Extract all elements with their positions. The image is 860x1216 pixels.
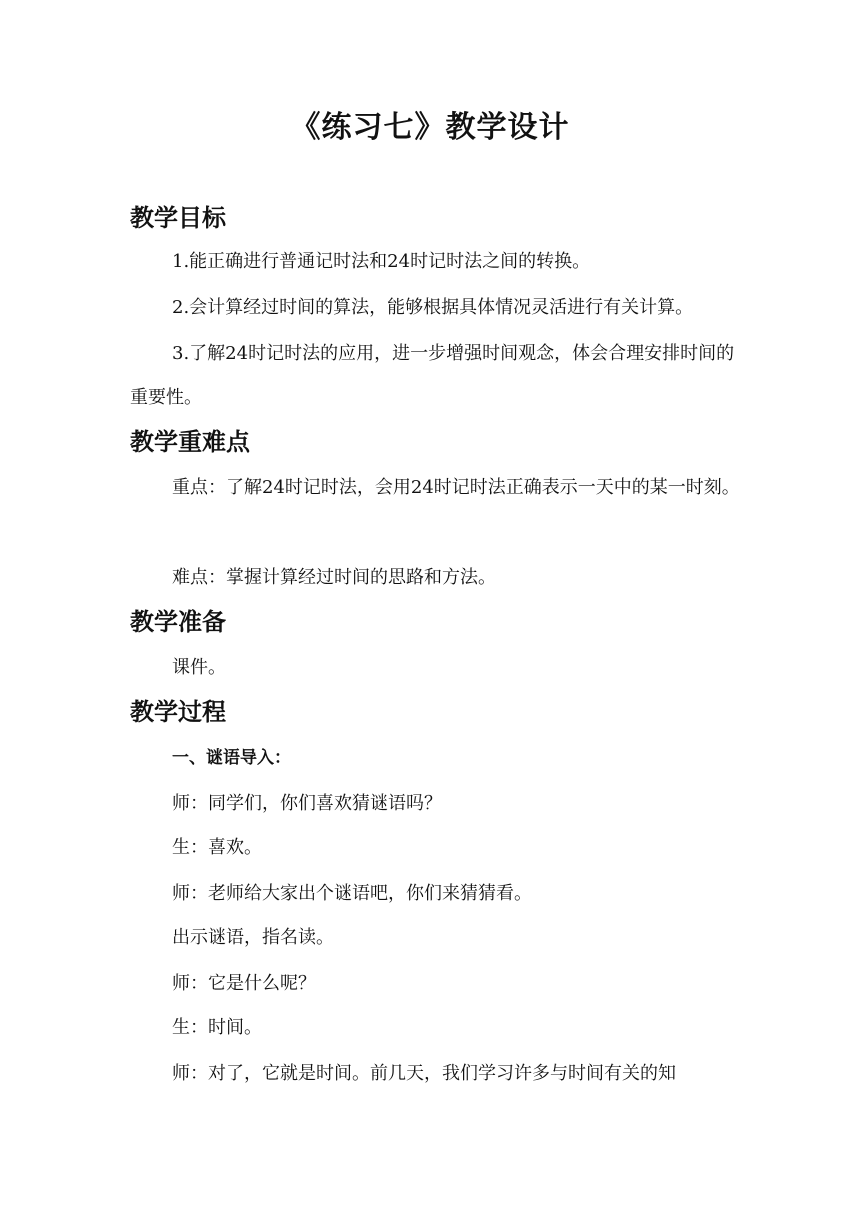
- objective-item-2: 2.会计算经过时间的算法，能够根据具体情况灵活进行有关计算。: [172, 297, 694, 318]
- process-subheading: 一、谜语导入：: [172, 748, 291, 768]
- process-line-5: 师：它是什么呢？: [172, 973, 316, 994]
- key-point-item-1: 重点：了解24时记时法，会用24时记时法正确表示一天中的某一时刻。: [172, 477, 740, 498]
- process-line-1: 师：同学们，你们喜欢猜谜语吗？: [172, 793, 442, 814]
- heading-process: 教学过程: [130, 698, 226, 726]
- process-line-3: 师：老师给大家出个谜语吧，你们来猜猜看。: [172, 883, 532, 904]
- heading-objectives: 教学目标: [130, 204, 226, 232]
- objective-item-3: 3.了解24时记时法的应用，进一步增强时间观念，体会合理安排时间的重要性。: [130, 343, 735, 408]
- key-point-item-2: 难点：掌握计算经过时间的思路和方法。: [172, 567, 496, 588]
- process-line-2: 生：喜欢。: [172, 837, 262, 858]
- process-line-6: 生：时间。: [172, 1017, 262, 1038]
- preparation-item-1: 课件。: [172, 657, 226, 678]
- objective-item-1: 1.能正确进行普通记时法和24时记时法之间的转换。: [172, 251, 591, 272]
- heading-preparation: 教学准备: [130, 608, 226, 636]
- document-title: 《练习七》教学设计: [290, 110, 570, 145]
- heading-key-points: 教学重难点: [130, 428, 250, 456]
- process-line-7: 师：对了，它就是时间。前几天，我们学习许多与时间有关的知: [172, 1063, 676, 1084]
- process-line-4: 出示谜语，指名读。: [172, 927, 334, 948]
